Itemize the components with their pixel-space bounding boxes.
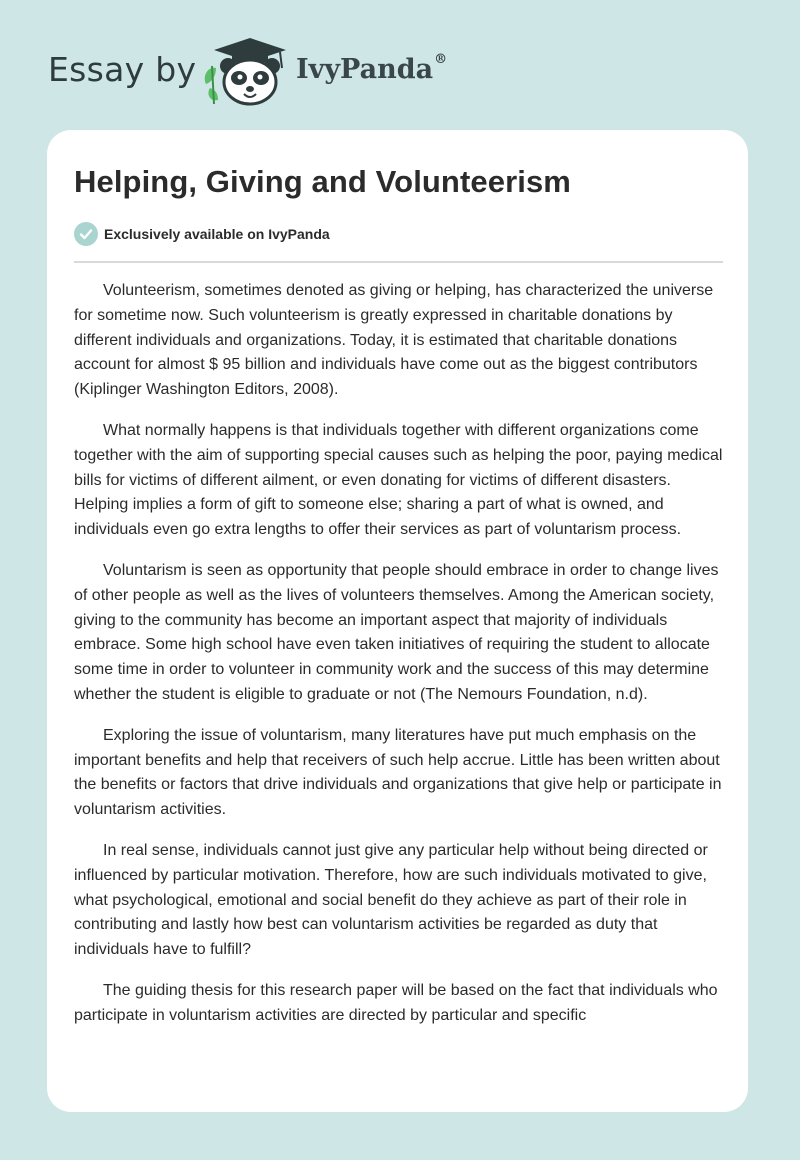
essay-card: [47, 130, 748, 1112]
paragraph: Volunteerism, sometimes denoted as giving or helping, has characterized the universe for sometime now. Such volunteerism is greatly expressed in charitable donations by different individuals and organizations. Today, it is estimated that charitable donations account for almost $ 95 billion and individuals have come out as the biggest contributors (Kiplinger Washington Editors, 2008).: [74, 282, 714, 399]
exclusive-badge: [74, 222, 330, 246]
checkmark-circle-icon: [74, 222, 98, 246]
brand-name[interactable]: IvyPanda®: [296, 52, 448, 85]
brand-prefix: Essay by: [48, 50, 197, 89]
paragraph: Exploring the issue of voluntarism, many literatures have put much emphasis on the important benefits and help that receivers of such help accrue. Little has been written about the benefits or factors that drive individuals and organizations that give help or participate in voluntarism activities.: [74, 726, 722, 819]
paragraph: What normally happens is that individuals together with different organizations come together with the aim of supporting special causes such as helping the poor, paying medical bills for victims of different ailment, or even donating for victims of different disasters. Helping implies a form of gift to someone else; sharing a part of what is owned, and individuals even go extra lengths to offer their services as part of voluntarism process.: [74, 421, 723, 539]
paragraph: In real sense, individuals cannot just give any particular help without being directed or influenced by particular motivation. Therefore, how are such individuals motivated to give, what psychological, emotional and social benefit do they achieve as part of their role in contributing and lastly how best can voluntarism activities be regarded as duty that individuals have to fulfill?: [74, 841, 708, 959]
paragraph: The guiding thesis for this research paper will be based on the fact that individuals who participate in voluntarism activities are directed by particular and specific: [74, 981, 718, 1024]
essay-body: [74, 279, 723, 1045]
page-title: Helping, Giving and Volunteerism: [74, 164, 571, 199]
panda-logo-icon[interactable]: [200, 36, 300, 108]
title-divider: [74, 261, 723, 263]
exclusive-badge-label: Exclusively available on IvyPanda: [104, 226, 330, 242]
paragraph: Voluntarism is seen as opportunity that people should embrace in order to change lives of other people as well as the lives of volunteers themselves. Among the American society, giving to the community has become an important aspect that majority of individuals embrace. Some high school have even taken initiatives of requiring the student to allocate some time in order to volunteer in community work and the success of this may determine whether the student is eligible to graduate or not (The Nemours Foundation, n.d).: [74, 561, 719, 703]
site-header: [0, 0, 800, 130]
